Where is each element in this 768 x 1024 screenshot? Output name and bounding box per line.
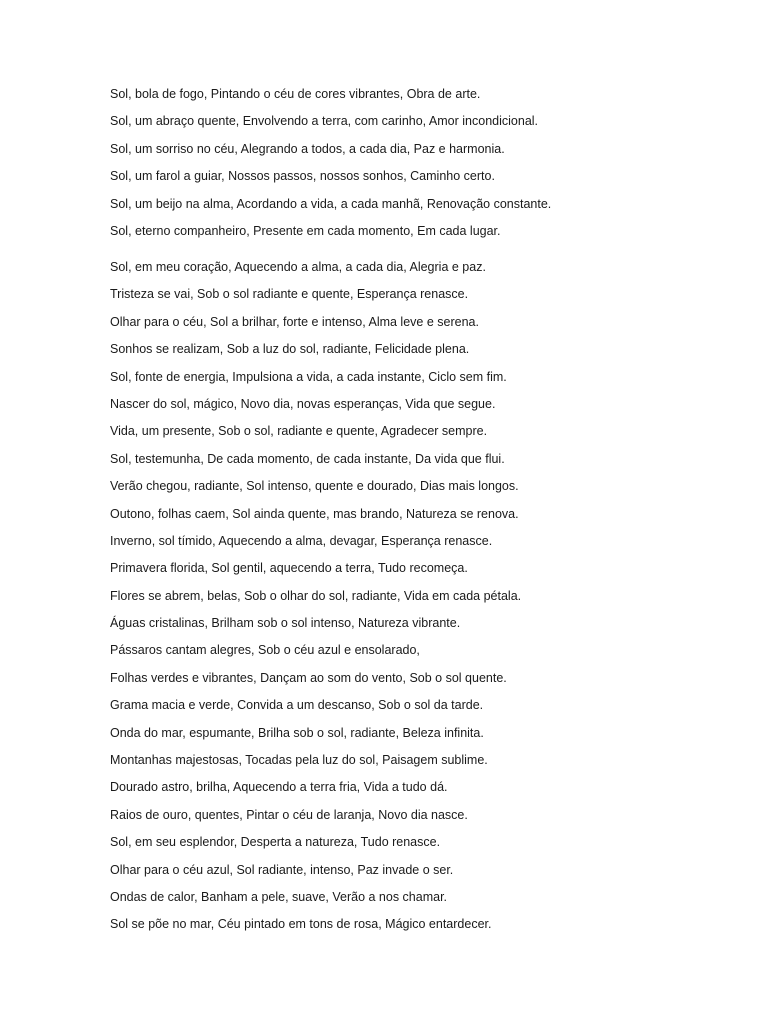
poem-line: Sol, bola de fogo, Pintando o céu de cores vibrantes, Obra de arte. [110, 87, 481, 101]
poem-line: Sol, fonte de energia, Impulsiona a vida, a cada instante, Ciclo sem fim. [110, 369, 507, 384]
poem-line: Montanhas majestosas, Tocadas pela luz do sol, Paisagem sublime. [110, 753, 488, 768]
poem-line: Primavera florida, Sol gentil, aquecendo a terra, Tudo recomeça. [110, 561, 468, 576]
poem-line: Nascer do sol, mágico, Novo dia, novas esperanças, Vida que segue. [110, 396, 496, 411]
poem-line: Onda do mar, espumante, Brilha sob o sol, radiante, Beleza infinita. [110, 725, 484, 740]
poem-line: Sonhos se realizam, Sob a luz do sol, radiante, Felicidade plena. [110, 342, 470, 357]
poem-line: Verão chegou, radiante, Sol intenso, quente e dourado, Dias mais longos. [110, 479, 519, 494]
poem-stanza-2 [110, 257, 728, 942]
poem-line: Vida, um presente, Sob o sol, radiante e quente, Agradecer sempre. [110, 424, 488, 439]
poem-line: Sol, um sorriso no céu, Alegrando a todos, a cada dia, Paz e harmonia. [110, 141, 505, 156]
poem-line: Sol se põe no mar, Céu pintado em tons de rosa, Mágico entardecer. [110, 917, 492, 932]
poem-line: Sol, um abraço quente, Envolvendo a terra, com carinho, Amor incondicional. [110, 114, 539, 129]
poem-line: Olhar para o céu azul, Sol radiante, intenso, Paz invade o ser. [110, 862, 454, 877]
poem-line: Sol, em meu coração, Aquecendo a alma, a cada dia, Alegria e paz. [110, 260, 486, 274]
poem-line: Olhar para o céu, Sol a brilhar, forte e intenso, Alma leve e serena. [110, 314, 479, 329]
poem-line: Outono, folhas caem, Sol ainda quente, mas brando, Natureza se renova. [110, 506, 519, 521]
poem-line: Sol, um beijo na alma, Acordando a vida, a cada manhã, Renovação constante. [110, 196, 552, 211]
poem-line: Ondas de calor, Banham a pele, suave, Verão a nos chamar. [110, 889, 448, 904]
poem-line: Sol, em seu esplendor, Desperta a natureza, Tudo renasce. [110, 835, 441, 850]
poem-line: Raios de ouro, quentes, Pintar o céu de laranja, Novo dia nasce. [110, 807, 468, 822]
poem-line: Sol, um farol a guiar, Nossos passos, nossos sonhos, Caminho certo. [110, 169, 495, 184]
poem-line: Dourado astro, brilha, Aquecendo a terra fria, Vida a tudo dá. [110, 780, 448, 795]
poem-line: Sol, eterno companheiro, Presente em cada momento, Em cada lugar. [110, 223, 501, 238]
poem-line: Inverno, sol tímido, Aquecendo a alma, devagar, Esperança renasce. [110, 533, 493, 548]
poem-line: Sol, testemunha, De cada momento, de cada instante, Da vida que flui. [110, 451, 505, 466]
poem-line: Tristeza se vai, Sob o sol radiante e quente, Esperança renasce. [110, 287, 469, 302]
poem-line: Grama macia e verde, Convida a um descanso, Sob o sol da tarde. [110, 698, 484, 713]
poem-line: Folhas verdes e vibrantes, Dançam ao som do vento, Sob o sol quente. [110, 670, 507, 685]
poem-line: Águas cristalinas, Brilham sob o sol intenso, Natureza vibrante. [110, 616, 461, 631]
poem-stanza-1 [110, 84, 728, 248]
poem-line: Flores se abrem, belas, Sob o olhar do sol, radiante, Vida em cada pétala. [110, 588, 522, 603]
poem-line: Pássaros cantam alegres, Sob o céu azul e ensolarado, [110, 643, 420, 658]
